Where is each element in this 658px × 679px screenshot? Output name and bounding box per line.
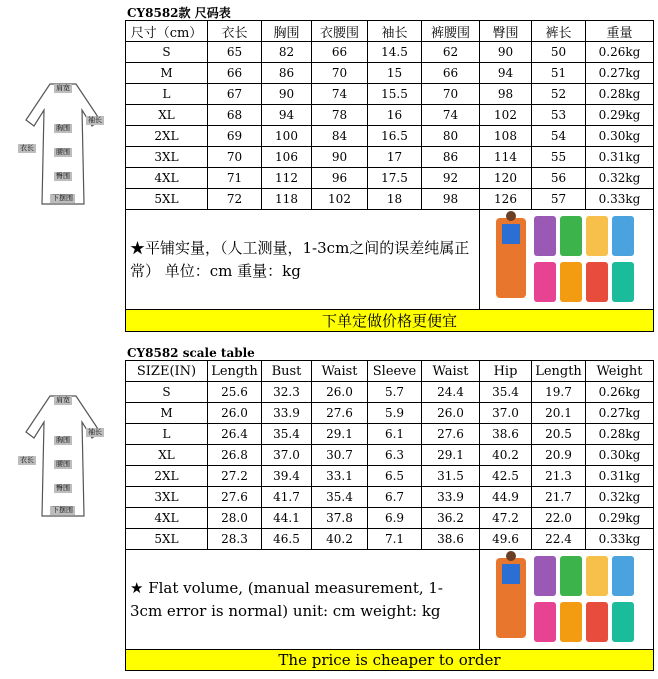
label-bust: 胸围 (56, 436, 70, 444)
table-cell: 86 (422, 147, 480, 168)
table-cell: 70 (208, 147, 262, 168)
table-cell: 120 (480, 168, 532, 189)
column-header: 衣腰围 (312, 21, 368, 42)
table-cell: 49.6 (480, 529, 532, 550)
product-photo (492, 210, 642, 306)
table-cell: 26.8 (208, 445, 262, 466)
table-cell: 66 (312, 42, 368, 63)
table-cell: 26.4 (208, 424, 262, 445)
table-cell: 20.9 (532, 445, 586, 466)
table-cell: 7.1 (368, 529, 422, 550)
table-cell: 5.9 (368, 403, 422, 424)
table-cell: 6.5 (368, 466, 422, 487)
table-cell: 66 (208, 63, 262, 84)
table-cell: 102 (480, 105, 532, 126)
column-header: 臀围 (480, 21, 532, 42)
table-cell: 28.3 (208, 529, 262, 550)
table-cell: 80 (422, 126, 480, 147)
table-cell: 26.0 (312, 382, 368, 403)
table-cell: 71 (208, 168, 262, 189)
header-row (126, 21, 654, 42)
table-cell: 35.4 (480, 382, 532, 403)
label-hem: 下摆围 (52, 506, 73, 514)
table-cell: 29.1 (312, 424, 368, 445)
label-shoulder: 肩宽 (56, 84, 70, 92)
table-cell: 39.4 (262, 466, 312, 487)
table-row (126, 63, 654, 84)
table-cell: 21.7 (532, 487, 586, 508)
table-row (126, 42, 654, 63)
table-cell: 28.0 (208, 508, 262, 529)
table-cell: 82 (262, 42, 312, 63)
column-header: Length (532, 361, 586, 382)
table-cell: 44.9 (480, 487, 532, 508)
label-bust: 胸围 (56, 124, 70, 132)
chart-caption: CY8582款 尺码表 (127, 6, 231, 20)
table-cell: L (126, 84, 208, 105)
column-header: 尺寸（cm） (126, 21, 208, 42)
column-header: 重量 (586, 21, 654, 42)
table-cell: 25.6 (208, 382, 262, 403)
table-cell: 5XL (126, 189, 208, 210)
table-cell: 35.4 (262, 424, 312, 445)
table-cell: 17.5 (368, 168, 422, 189)
table-cell: 62 (422, 42, 480, 63)
column-header: SIZE(IN) (126, 361, 208, 382)
table-row (126, 508, 654, 529)
table-cell: 6.1 (368, 424, 422, 445)
table-cell: 72 (208, 189, 262, 210)
size-chart-cn (125, 6, 653, 332)
table-cell: 2XL (126, 126, 208, 147)
table-cell: 94 (262, 105, 312, 126)
table-cell: 27.2 (208, 466, 262, 487)
table-row (126, 382, 654, 403)
column-header: Bust (262, 361, 312, 382)
table-cell: 51 (532, 63, 586, 84)
table-cell: 4XL (126, 168, 208, 189)
column-header: 袖长 (368, 21, 422, 42)
table-cell: 102 (312, 189, 368, 210)
table-row (126, 445, 654, 466)
table-cell: 50 (532, 42, 586, 63)
table-cell: 0.26kg (586, 382, 654, 403)
table-cell: 16.5 (368, 126, 422, 147)
note-text: Flat volume, (manual measurement, 1-3cm error is normal) unit: cm weight: kg (130, 578, 443, 620)
table-row (126, 105, 654, 126)
label-length: 衣长 (20, 144, 34, 152)
note-cell (126, 550, 480, 650)
label-length: 衣长 (20, 456, 34, 464)
size-chart-en (125, 346, 653, 671)
size-table (125, 20, 654, 332)
column-header: 衣长 (208, 21, 262, 42)
table-cell: 90 (480, 42, 532, 63)
table-cell: 41.7 (262, 487, 312, 508)
table-cell: 5XL (126, 529, 208, 550)
table-cell: 55 (532, 147, 586, 168)
column-header: Waist (312, 361, 368, 382)
table-cell: 14.5 (368, 42, 422, 63)
column-header: 胸围 (262, 21, 312, 42)
table-cell: 106 (262, 147, 312, 168)
product-photo (492, 550, 642, 646)
table-cell: 18 (368, 189, 422, 210)
table-cell: 26.0 (208, 403, 262, 424)
column-header: Length (208, 361, 262, 382)
label-hip: 臀围 (56, 172, 70, 180)
label-waist: 腰围 (56, 148, 70, 156)
table-cell: 90 (262, 84, 312, 105)
table-cell: 108 (480, 126, 532, 147)
table-cell: 20.5 (532, 424, 586, 445)
table-cell: 6.3 (368, 445, 422, 466)
table-cell: 0.29kg (586, 105, 654, 126)
table-cell: 35.4 (312, 487, 368, 508)
table-cell: 26.0 (422, 403, 480, 424)
label-hem: 下摆围 (52, 194, 73, 202)
star-icon: ★ (130, 578, 144, 597)
table-cell: 57 (532, 189, 586, 210)
table-cell: 21.3 (532, 466, 586, 487)
table-cell: 27.6 (422, 424, 480, 445)
table-cell: 78 (312, 105, 368, 126)
banner-row (126, 650, 654, 671)
note-text: 平铺实量，（人工测量，1-3cm之间的误差纯属正常） 单位：cm 重量：kg (130, 238, 470, 280)
table-cell: 112 (262, 168, 312, 189)
label-hip: 臀围 (56, 484, 70, 492)
table-cell: 0.28kg (586, 424, 654, 445)
table-cell: 20.1 (532, 403, 586, 424)
table-cell: 96 (312, 168, 368, 189)
table-cell: 70 (422, 84, 480, 105)
label-shoulder: 肩宽 (56, 396, 70, 404)
table-row (126, 189, 654, 210)
table-cell: 54 (532, 126, 586, 147)
table-cell: S (126, 382, 208, 403)
column-header: Weight (586, 361, 654, 382)
label-sleeve: 袖长 (88, 116, 102, 124)
table-cell: 32.3 (262, 382, 312, 403)
table-cell: 56 (532, 168, 586, 189)
table-cell: 70 (312, 63, 368, 84)
table-cell: 46.5 (262, 529, 312, 550)
table-row (126, 487, 654, 508)
table-cell: 98 (422, 189, 480, 210)
table-cell: 19.7 (532, 382, 586, 403)
table-row (126, 147, 654, 168)
table-cell: 100 (262, 126, 312, 147)
table-row (126, 126, 654, 147)
table-cell: 69 (208, 126, 262, 147)
table-row (126, 403, 654, 424)
label-waist: 腰围 (56, 460, 70, 468)
table-cell: 74 (422, 105, 480, 126)
table-cell: 47.2 (480, 508, 532, 529)
table-cell: 15.5 (368, 84, 422, 105)
table-cell: 0.30kg (586, 126, 654, 147)
table-cell: 0.26kg (586, 42, 654, 63)
table-cell: 37.8 (312, 508, 368, 529)
table-cell: 42.5 (480, 466, 532, 487)
table-cell: 90 (312, 147, 368, 168)
table-cell: 94 (480, 63, 532, 84)
table-cell: 0.30kg (586, 445, 654, 466)
table-cell: 40.2 (480, 445, 532, 466)
table-cell: 0.32kg (586, 487, 654, 508)
product-photo-cell (480, 550, 654, 650)
table-cell: 84 (312, 126, 368, 147)
table-cell: 53 (532, 105, 586, 126)
table-cell: 40.2 (312, 529, 368, 550)
table-cell: M (126, 63, 208, 84)
table-row (126, 84, 654, 105)
table-cell: 29.1 (422, 445, 480, 466)
table-cell: 27.6 (208, 487, 262, 508)
garment-diagram-bottom (22, 392, 104, 522)
table-cell: 118 (262, 189, 312, 210)
table-cell: 33.9 (262, 403, 312, 424)
star-icon: ★ (130, 238, 146, 257)
table-cell: 16 (368, 105, 422, 126)
table-cell: 2XL (126, 466, 208, 487)
table-cell: S (126, 42, 208, 63)
table-cell: L (126, 424, 208, 445)
table-cell: 0.33kg (586, 189, 654, 210)
table-cell: 38.6 (480, 424, 532, 445)
table-cell: M (126, 403, 208, 424)
table-cell: 38.6 (422, 529, 480, 550)
table-cell: 0.27kg (586, 63, 654, 84)
table-cell: 0.28kg (586, 84, 654, 105)
table-cell: 30.7 (312, 445, 368, 466)
table-cell: 24.4 (422, 382, 480, 403)
table-cell: 36.2 (422, 508, 480, 529)
table-cell: 0.27kg (586, 403, 654, 424)
table-cell: 22.0 (532, 508, 586, 529)
note-row (126, 210, 654, 310)
table-row (126, 466, 654, 487)
banner-row (126, 310, 654, 332)
table-cell: 3XL (126, 147, 208, 168)
table-cell: 22.4 (532, 529, 586, 550)
table-cell: 4XL (126, 508, 208, 529)
header-row (126, 361, 654, 382)
table-cell: 17 (368, 147, 422, 168)
table-row (126, 168, 654, 189)
table-cell: 92 (422, 168, 480, 189)
table-cell: 65 (208, 42, 262, 63)
banner-text: 下单定做价格更便宜 (126, 310, 654, 332)
table-cell: 33.1 (312, 466, 368, 487)
column-header: Waist (422, 361, 480, 382)
size-table (125, 360, 654, 671)
table-cell: 52 (532, 84, 586, 105)
table-cell: 44.1 (262, 508, 312, 529)
table-cell: 37.0 (262, 445, 312, 466)
table-cell: 27.6 (312, 403, 368, 424)
table-cell: XL (126, 445, 208, 466)
column-header: 裤长 (532, 21, 586, 42)
table-cell: 31.5 (422, 466, 480, 487)
note-cell (126, 210, 480, 310)
table-cell: 0.31kg (586, 147, 654, 168)
label-sleeve: 袖长 (88, 428, 102, 436)
table-cell: 5.7 (368, 382, 422, 403)
table-cell: 33.9 (422, 487, 480, 508)
table-cell: 0.33kg (586, 529, 654, 550)
table-cell: 86 (262, 63, 312, 84)
column-header: Sleeve (368, 361, 422, 382)
table-cell: 37.0 (480, 403, 532, 424)
note-row (126, 550, 654, 650)
garment-diagram-top (22, 80, 104, 210)
banner-text: The price is cheaper to order (126, 650, 654, 671)
table-cell: 15 (368, 63, 422, 84)
table-cell: 74 (312, 84, 368, 105)
table-row (126, 424, 654, 445)
table-cell: 6.7 (368, 487, 422, 508)
table-cell: 3XL (126, 487, 208, 508)
table-cell: 0.29kg (586, 508, 654, 529)
table-cell: 114 (480, 147, 532, 168)
table-cell: 6.9 (368, 508, 422, 529)
table-cell: 0.31kg (586, 466, 654, 487)
table-row (126, 529, 654, 550)
table-cell: XL (126, 105, 208, 126)
table-cell: 68 (208, 105, 262, 126)
table-cell: 0.32kg (586, 168, 654, 189)
chart-caption: CY8582 scale table (127, 346, 255, 360)
product-photo-cell (480, 210, 654, 310)
column-header: 裤腰围 (422, 21, 480, 42)
table-cell: 67 (208, 84, 262, 105)
column-header: Hip (480, 361, 532, 382)
table-cell: 98 (480, 84, 532, 105)
table-cell: 126 (480, 189, 532, 210)
table-cell: 66 (422, 63, 480, 84)
